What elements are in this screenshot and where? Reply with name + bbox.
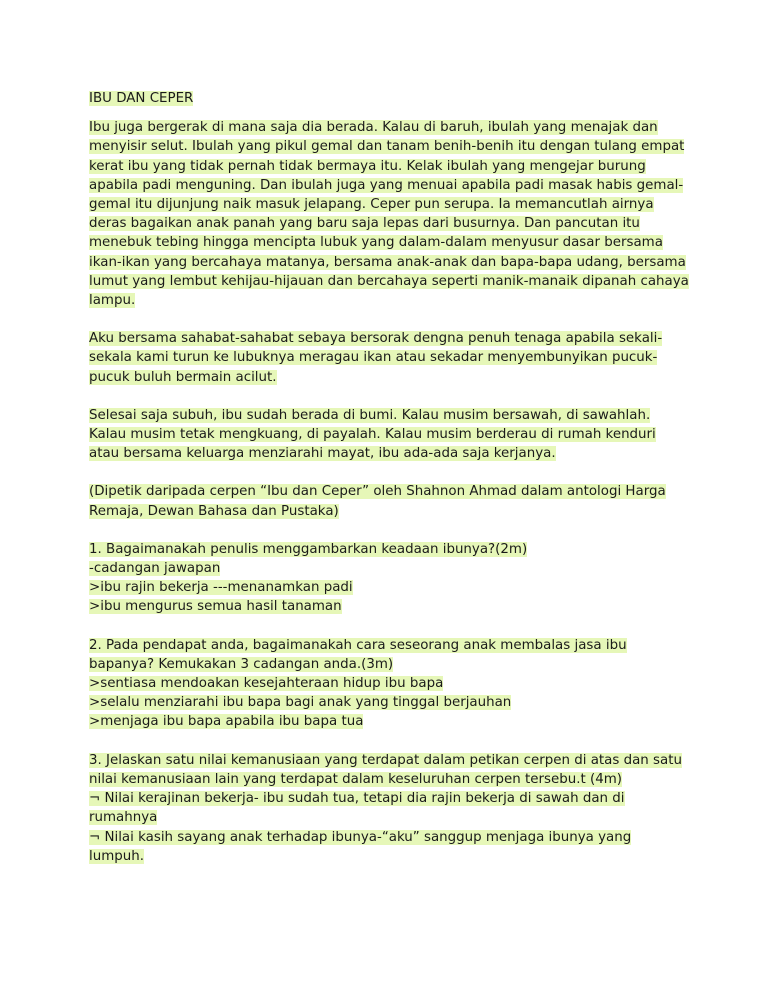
- question-2-answer-1-text: >sentiasa mendoakan kesejahteraan hidup ibu bapa: [89, 676, 444, 692]
- passage-paragraph-3: [89, 406, 689, 464]
- question-3-answer-1-text: ¬ Nilai kerajinan bekerja- ibu sudah tua, tetapi dia rajin bekerja di sawah dan di rumahnya: [89, 791, 625, 826]
- question-2-answer-3: [89, 712, 689, 731]
- passage-paragraph-1: [89, 118, 689, 310]
- question-3: [89, 751, 689, 866]
- passage-paragraph-1-text: Ibu juga bergerak di mana saja dia berada. Kalau di baruh, ibulah yang menajak dan menyisir selut. Ibulah yang pikul gemal dan tanam benih-benih itu dengan tulang empat kerat ibu yang tidak pernah tidak bermaya itu. Kelak ibulah yang mengejar burung apabila padi menguning. Dan ibulah juga yang menuai apabila padi masak habis gemal-gemal itu dijunjung naik masuk jelapang. Ceper pun serupa. Ia memancutlah airnya deras bagaikan anak panah yang baru saja lepas dari busurnya. Dan pancutan itu menebuk tebing hingga mencipta lubuk yang dalam-dalam menyusur dasar bersama ikan-ikan yang bercahaya matanya, bersama anak-anak dan bapa-bapa udang, bersama lumut yang lembut kehijau-hijauan dan bercahaya seperti manik-manaik dipanah cahaya lampu.: [89, 120, 689, 309]
- question-3-answer-2-text: ¬ Nilai kasih sayang anak terhadap ibunya-“aku” sanggup menjaga ibunya yang lumpuh.: [89, 829, 632, 864]
- question-2-answer-1: [89, 674, 689, 693]
- question-2-answer-2-text: >selalu menziarahi ibu bapa bagi anak yang tinggal berjauhan: [89, 695, 512, 711]
- question-1-answer-1: [89, 559, 689, 578]
- question-2-answer-3-text: >menjaga ibu bapa apabila ibu bapa tua: [89, 714, 364, 730]
- passage-paragraph-3-text: Selesai saja subuh, ibu sudah berada di bumi. Kalau musim bersawah, di sawahlah. Kalau musim tetak mengkuang, di payalah. Kalau musim berderau di rumah kenduri atau bersama keluarga menziarahi mayat, ibu ada-ada saja kerjanya.: [89, 407, 656, 462]
- question-3-prompt: [89, 751, 689, 789]
- question-1-answer-2: [89, 578, 689, 597]
- question-2-prompt: [89, 636, 689, 674]
- question-1-answer-2-text: >ibu rajin bekerja ---menanamkan padi: [89, 580, 353, 596]
- passage-paragraph-2-text: Aku bersama sahabat-sahabat sebaya bersorak dengna penuh tenaga apabila sekali-sekala kami turun ke lubuknya meragau ikan atau sekadar menyembunyikan pucuk-pucuk buluh bermain acilut.: [89, 331, 663, 385]
- document-title-text: IBU DAN CEPER: [89, 91, 194, 106]
- question-1-answer-3-text: >ibu mengurus semua hasil tanaman: [89, 599, 342, 615]
- question-3-answer-1: [89, 789, 689, 827]
- document-title: [89, 89, 689, 108]
- question-1-answer-3: [89, 597, 689, 616]
- document-page: [89, 89, 689, 885]
- question-2-answer-2: [89, 693, 689, 712]
- question-1-prompt-text: 1. Bagaimanakah penulis menggambarkan keadaan ibunya?(2m): [89, 541, 528, 557]
- source-citation: [89, 482, 689, 520]
- question-3-prompt-text: 3. Jelaskan satu nilai kemanusiaan yang terdapat dalam petikan cerpen di atas dan satu nilai kemanusiaan lain yang terdapat dalam keseluruhan cerpen tersebu.t (4m): [89, 752, 682, 787]
- question-1: [89, 540, 689, 617]
- question-1-answer-1-text: -cadangan jawapan: [89, 561, 221, 577]
- question-3-answer-2: [89, 828, 689, 866]
- source-citation-text: (Dipetik daripada cerpen “Ibu dan Ceper” oleh Shahnon Ahmad dalam antologi Harga Remaja, Dewan Bahasa dan Pustaka): [89, 484, 666, 519]
- passage-paragraph-2: [89, 329, 689, 387]
- question-2: [89, 636, 689, 732]
- question-1-prompt: [89, 540, 689, 559]
- question-2-prompt-text: 2. Pada pendapat anda, bagaimanakah cara seseorang anak membalas jasa ibu bapanya? Kemukakan 3 cadangan anda.(3m): [89, 637, 627, 672]
